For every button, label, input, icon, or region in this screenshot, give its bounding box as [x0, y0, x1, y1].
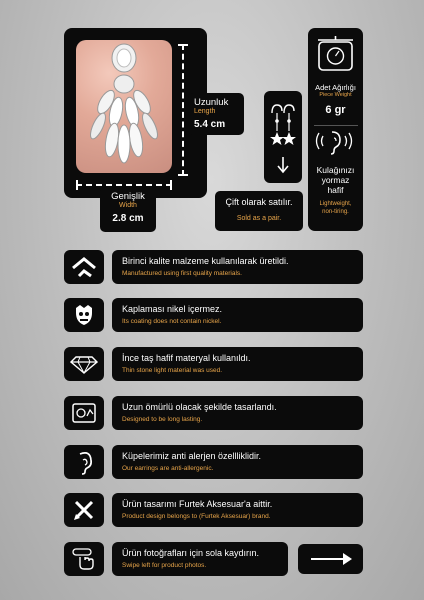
ear-subtext — [308, 201, 363, 216]
feature-title: Uzun ömürlü olacak şekilde tasarlandı. — [122, 402, 277, 412]
arrow-right-icon — [309, 552, 353, 566]
design-tools-icon — [72, 498, 96, 522]
weight-panel — [308, 28, 363, 231]
weight-value: 6 gr — [325, 104, 346, 116]
feature-title: Birinci kalite malzeme kullanılarak üretildi. — [122, 256, 289, 266]
swipe-hand-icon — [70, 547, 98, 571]
feature-title: Ürün tasarımı Furtek Aksesuar'a aittir. — [122, 499, 273, 509]
width-subtitle: Width — [119, 202, 137, 209]
quality-mark-icon — [71, 256, 97, 278]
swipe-arrow-button[interactable] — [298, 544, 363, 574]
feature-anti-allergenic — [112, 445, 363, 479]
width-value: 2.8 cm — [112, 213, 144, 224]
product-photo-card — [64, 28, 207, 198]
feature-icon-box — [64, 445, 104, 479]
width-label — [100, 186, 156, 232]
feature-subtitle: Thin stone light material was used. — [122, 367, 223, 374]
length-dimension-line — [182, 44, 184, 176]
ear-sound-icon — [308, 126, 363, 156]
ear-text-line2: yormaz — [321, 175, 350, 185]
pair-subtitle: Sold as a pair. — [236, 215, 282, 222]
length-label — [188, 93, 244, 135]
durability-icon — [70, 401, 98, 425]
feature-title: İnce taş hafif materyal kullanıldı. — [122, 353, 251, 363]
star-earrings-icon — [264, 91, 302, 183]
length-title: Uzunluk — [194, 97, 229, 108]
feature-icon-box — [64, 493, 104, 527]
ear-subtext-line2: non-tiring. — [322, 208, 349, 215]
weight-title: Adet Ağırlığı — [315, 83, 356, 92]
scale-icon — [308, 28, 363, 76]
feature-design — [112, 493, 363, 527]
feature-subtitle: Manufactured using first quality materials. — [122, 270, 242, 277]
pair-title: Çift olarak satılır. — [225, 197, 293, 207]
no-nickel-icon — [71, 302, 97, 328]
ear-text — [308, 165, 363, 195]
earring-photo — [76, 40, 172, 173]
feature-durability — [112, 396, 363, 430]
feature-nickel — [112, 298, 363, 332]
swipe-subtitle: Swipe left for product photos. — [122, 562, 207, 569]
length-subtitle: Length — [194, 108, 216, 115]
feature-title: Kaplaması nikel içermez. — [122, 304, 223, 314]
feature-light-stone — [112, 347, 363, 381]
feature-subtitle: Designed to be long lasting. — [122, 416, 203, 423]
swipe-instruction — [112, 542, 288, 576]
swipe-icon-box — [64, 542, 104, 576]
ear-subtext-line1: Lightweight, — [319, 201, 352, 207]
feature-subtitle: Product design belongs to (Furtek Aksesuar) brand. — [122, 513, 271, 520]
feature-icon-box — [64, 396, 104, 430]
feature-title: Küpelerimiz anti alerjen özellliklidir. — [122, 451, 262, 461]
feature-quality — [112, 250, 363, 284]
length-value: 5.4 cm — [194, 119, 226, 130]
ear-icon — [72, 449, 96, 475]
feature-icon-box — [64, 347, 104, 381]
earring-pair-box — [264, 91, 302, 183]
feature-subtitle: Our earrings are anti-allergenic. — [122, 465, 214, 472]
diamond-icon — [70, 353, 98, 375]
ear-text-line1: Kulağınızı — [316, 165, 355, 175]
feature-icon-box — [64, 298, 104, 332]
earring-illustration — [76, 40, 172, 173]
feature-icon-box — [64, 250, 104, 284]
pair-label — [215, 191, 303, 231]
swipe-title: Ürün fotoğrafları için sola kaydırın. — [122, 548, 260, 558]
width-title: Genişlik — [111, 191, 145, 202]
weight-subtitle: Piece Weight — [319, 92, 352, 98]
ear-text-line3: hafif — [327, 185, 344, 195]
feature-subtitle: Its coating does not contain nickel. — [122, 318, 222, 325]
